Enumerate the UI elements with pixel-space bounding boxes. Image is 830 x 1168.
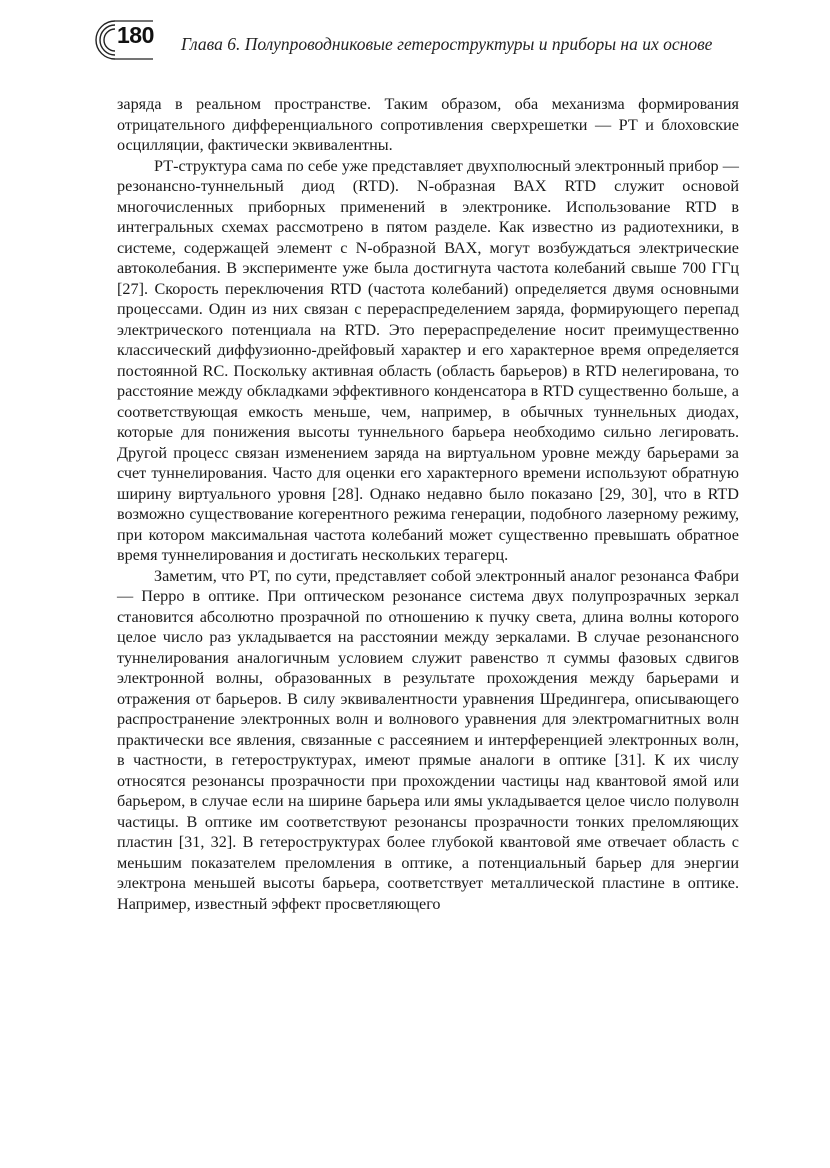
paragraph: Заметим, что РТ, по сути, представляет собой электронный аналог резонанса Фабри — Перро в оптике. При оптическом резонансе система двух полупрозрачных зеркал становится абсолютно прозрачной по отношению к пучку света, длина волны которого целое число раз укладывается на расстоянии между зеркалами. В случае резонансного туннелирования аналогичным условием служит равенство π суммы фазовых сдвигов электронной волны, образованных в результате прохождения между барьерами и отражения от барьеров. В силу эквивалентности уравнения Шредингера, описывающего распространение электронных волн и волнового уравнения для электромагнитных волн практически все явления, связанные с рассеянием и интерференцией электронных волн, в частности, в гетероструктурах, имеют прямые аналоги в оптике [31]. К их числу относятся резонансы прозрачности при прохождении частицы над квантовой ямой или барьером, в случае если на ширине барьера или ямы укладывается целое число полуволн частицы. В оптике им соответствуют резонансы прозрачности тонких преломляющих пластин [31, 32]. В гетероструктурах более глубокой квантовой яме отвечает область с меньшим показателем преломления в оптике, а потенциальный барьер для энергии электрона меньшей высоты барьера, соответствует металлической пластине в оптике. Например, известный эффект просветляющего bbox=[117, 566, 739, 913]
body-text bbox=[117, 94, 739, 914]
running-head: Глава 6. Полупроводниковые гетероструктуры и приборы на их основе bbox=[181, 34, 713, 54]
page-header bbox=[95, 18, 755, 62]
page-number-badge bbox=[95, 18, 157, 62]
paragraph: заряда в реальном пространстве. Таким образом, оба механизма формирования отрицательного дифференциального сопротивления сверхрешетки — РТ и блоховские осцилляции, фактически эквивалентны. bbox=[117, 95, 739, 154]
paragraph: РТ-структура сама по себе уже представляет двухполюсный электронный прибор — резонансно-туннельный диод (RTD). N-образная ВАХ RTD служит основой многочисленных приборных применений в электронике. Использование RTD в интегральных схемах рассмотрено в пятом разделе. Как известно из радиотехники, в системе, содержащей элемент с N-образной ВАХ, могут возбуждаться электрические автоколебания. В эксперименте уже была достигнута частота колебаний свыше 700 ГГц [27]. Скорость переключения RTD (частота колебаний) определяется двумя основными процессами. Один из них связан с перераспределением заряда, формирующего перепад электрического потенциала на RTD. Это перераспределение носит преимущественно классический диффузионно-дрейфовый характер и его характерное время определяется постоянной RC. Поскольку активная область (область барьеров) в RTD нелегирована, то расстояние между обкладками эффективного конденсатора в RTD существенно больше, а соответствующая емкость меньше, чем, например, в обычных туннельных диодах, которые для понижения высоты туннельного барьера необходимо сильно легировать. Другой процесс связан изменением заряда на виртуальном уровне между барьерами за счет туннелирования. Часто для оценки его характерного времени используют обратную ширину виртуального уровня [28]. Однако недавно было показано [29, 30], что в RTD возможно существование когерентного режима генерации, подобного лазерному режиму, при котором максимальная частота колебаний может существенно превышать обратное время туннелирования и достигать нескольких терагерц. bbox=[117, 156, 739, 564]
page-number: 180 bbox=[117, 22, 154, 48]
